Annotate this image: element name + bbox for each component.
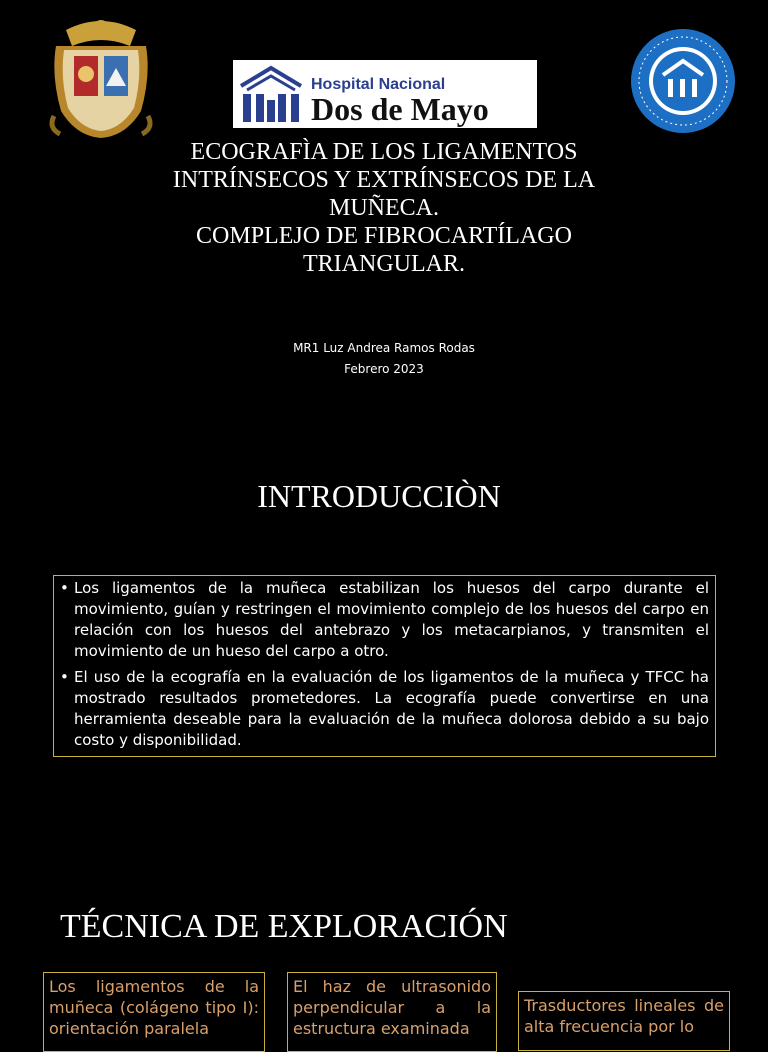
intro-bullet-text: Los ligamentos de la muñeca estabilizan los huesos del carpo durante el movimiento, guían y restringen el movimiento complejo de los huesos del carpo en relación con los huesos del antebrazo y los metacarpianos, y transmiten el movimiento de un hueso del carpo a otro. [74,579,709,660]
title-line: INTRÍNSECOS Y EXTRÍNSECOS DE LA [172,167,596,193]
technique-box: Trasductores lineales de alta frecuencia por lo [518,991,730,1051]
intro-box [53,575,716,757]
title-line: COMPLEJO DE FIBROCARTÍLAGO [196,223,572,249]
hospital-logo [233,60,537,128]
technique-heading: TÉCNICA DE EXPLORACIÓN [60,908,508,945]
title-line: MUÑECA. [328,195,439,221]
hospital-name-line2: Dos de Mayo [311,91,489,127]
intro-bullet-list [60,578,709,751]
department-seal-icon [630,27,736,135]
list-item [60,667,709,751]
author-name: MR1 Luz Andrea Ramos Rodas [293,341,475,355]
presentation-date: Febrero 2023 [344,362,424,376]
bullet-icon: • [60,668,69,686]
intro-heading: INTRODUCCIÒN [257,478,501,514]
hospital-building-icon [237,64,305,124]
title-line: ECOGRAFÌA DE LOS LIGAMENTOS [190,139,578,165]
list-item [60,578,709,662]
university-crest-icon [46,16,156,142]
technique-box: Los ligamentos de la muñeca (colágeno tipo I): orientación paralela [43,972,265,1052]
technique-box: El haz de ultrasonido perpendicular a la estructura examinada [287,972,497,1052]
bullet-icon: • [60,579,69,597]
intro-bullet-text: El uso de la ecografía en la evaluación de los ligamentos de la muñeca y TFCC ha mostrado resultados prometedores. La ecografía puede convertirse en una herramienta deseable para la evaluación de la muñeca dolorosa debido a su bajo costo y disponibilidad. [74,668,709,749]
page-title [100,138,668,278]
hospital-name-line1: Hospital Nacional [311,76,446,93]
title-line: TRIANGULAR. [303,251,465,277]
